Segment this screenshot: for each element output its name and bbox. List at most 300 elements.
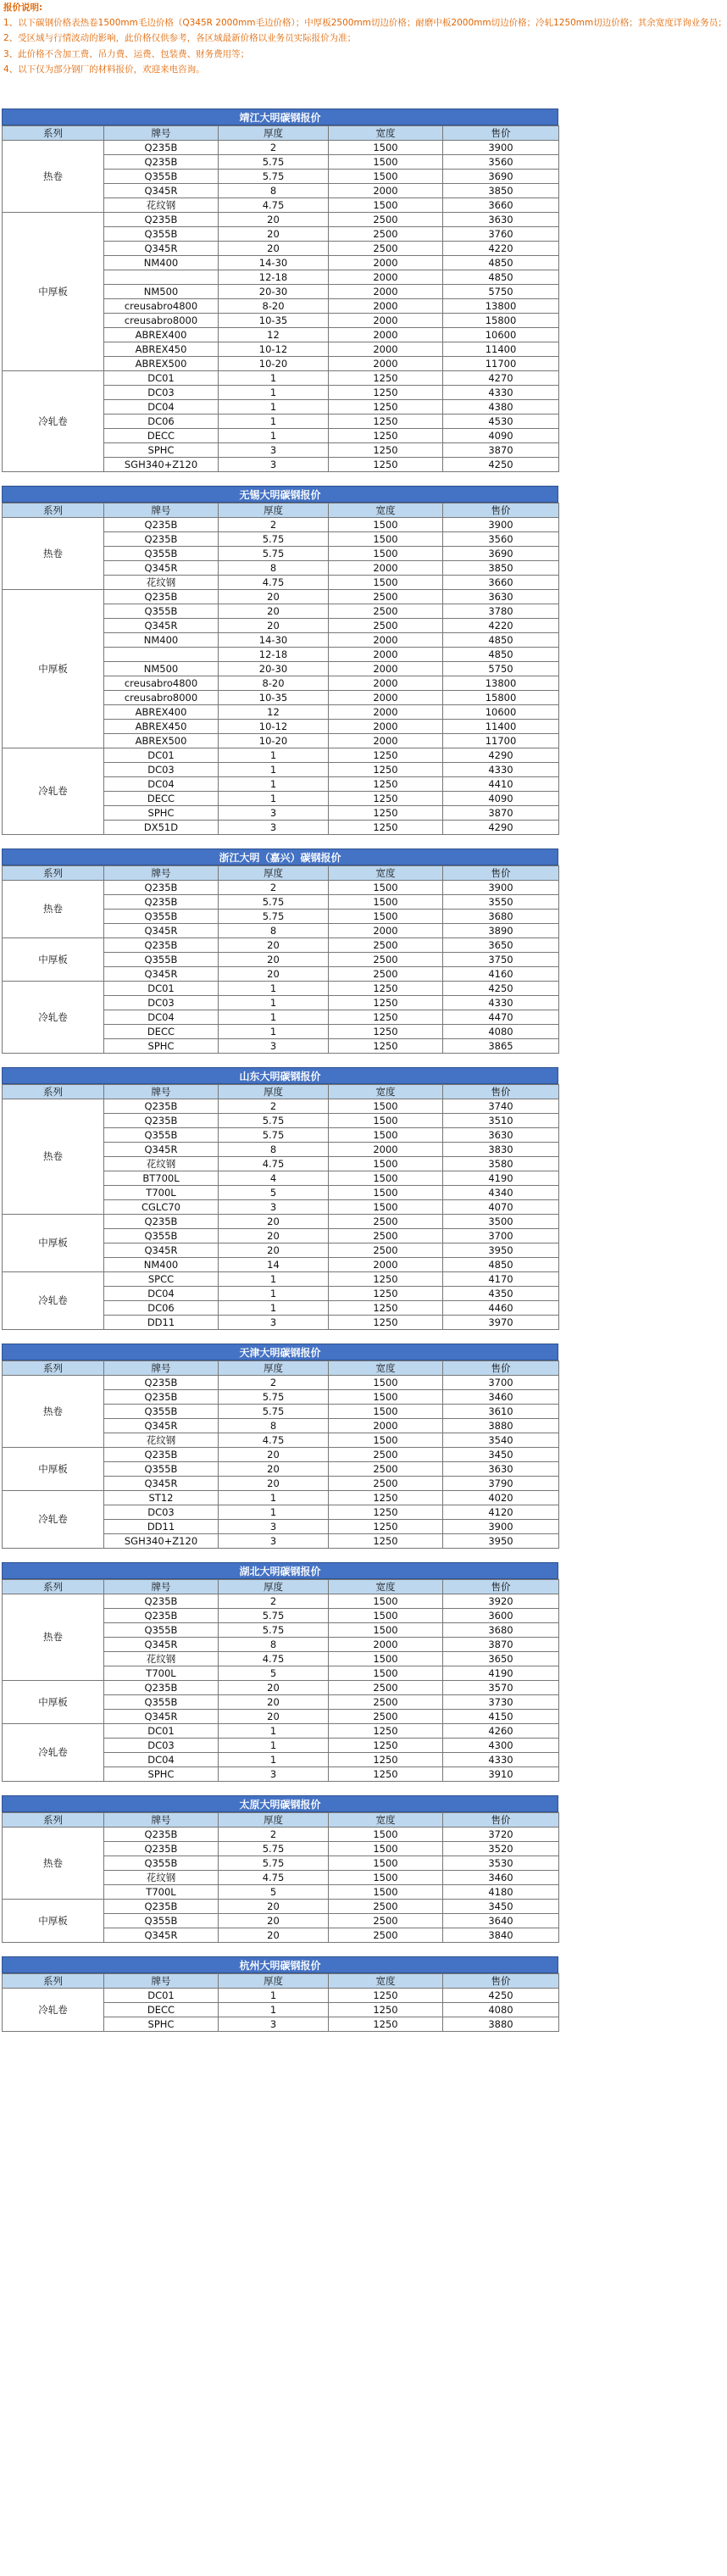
thickness-cell: 20 [219, 604, 329, 619]
price-cell: 3850 [443, 184, 559, 198]
thickness-cell: 3 [219, 1316, 329, 1330]
thickness-cell: 20 [219, 1928, 329, 1943]
thickness-cell: 3 [219, 2017, 329, 2032]
thickness-cell: 1 [219, 2003, 329, 2017]
width-cell: 2000 [329, 328, 443, 342]
grade-cell: Q345R [104, 1928, 219, 1943]
series-cell: 热卷 [3, 1376, 104, 1448]
grade-cell: Q355B [104, 1405, 219, 1419]
price-cell: 4080 [443, 1025, 559, 1039]
width-cell: 2500 [329, 1448, 443, 1462]
thickness-cell: 10-20 [219, 357, 329, 371]
thickness-cell: 14 [219, 1258, 329, 1272]
width-cell: 2500 [329, 967, 443, 982]
price-cell: 3950 [443, 1243, 559, 1258]
grade-cell: creusabro8000 [104, 691, 219, 705]
thickness-cell: 8-20 [219, 299, 329, 314]
price-cell: 3600 [443, 1609, 559, 1623]
price-section [0, 1067, 560, 1330]
column-header: 宽度 [329, 1974, 443, 1989]
price-cell: 3870 [443, 443, 559, 458]
width-cell: 1250 [329, 1301, 443, 1316]
width-cell: 1250 [329, 1753, 443, 1767]
thickness-cell: 1 [219, 1301, 329, 1316]
grade-cell: Q235B [104, 1215, 219, 1229]
price-notes [0, 0, 727, 108]
width-cell: 1500 [329, 198, 443, 213]
price-cell: 4470 [443, 1010, 559, 1025]
grade-cell: Q235B [104, 141, 219, 155]
price-cell: 3680 [443, 910, 559, 924]
price-cell: 3630 [443, 1462, 559, 1477]
price-cell: 3730 [443, 1695, 559, 1710]
table-row [3, 590, 559, 604]
series-cell: 冷轧卷 [3, 1491, 104, 1549]
thickness-cell: 5.75 [219, 1114, 329, 1128]
width-cell: 2000 [329, 270, 443, 285]
width-cell: 1250 [329, 1767, 443, 1782]
column-header: 宽度 [329, 1085, 443, 1099]
width-cell: 1250 [329, 996, 443, 1010]
thickness-cell: 1 [219, 792, 329, 806]
thickness-cell: 5.75 [219, 1390, 329, 1405]
table-row [3, 748, 559, 763]
grade-cell: Q235B [104, 1681, 219, 1695]
width-cell: 1250 [329, 1505, 443, 1520]
series-cell: 热卷 [3, 881, 104, 938]
width-cell: 2000 [329, 691, 443, 705]
thickness-cell: 1 [219, 996, 329, 1010]
thickness-cell: 1 [219, 1724, 329, 1739]
width-cell: 2500 [329, 1477, 443, 1491]
width-cell: 2000 [329, 1419, 443, 1433]
price-sections [0, 108, 560, 2032]
width-cell: 2000 [329, 1638, 443, 1652]
grade-cell: 花纹钢 [104, 1157, 219, 1171]
column-header: 售价 [443, 504, 559, 518]
width-cell: 1500 [329, 1623, 443, 1638]
width-cell: 1250 [329, 1039, 443, 1054]
table-row [3, 1594, 559, 1609]
price-cell: 10600 [443, 328, 559, 342]
series-cell: 中厚板 [3, 938, 104, 982]
thickness-cell: 8 [219, 924, 329, 938]
width-cell: 2000 [329, 633, 443, 648]
thickness-cell: 5.75 [219, 1842, 329, 1856]
thickness-cell: 5.75 [219, 547, 329, 561]
series-cell: 热卷 [3, 1594, 104, 1681]
price-cell: 3560 [443, 155, 559, 170]
price-cell: 3580 [443, 1157, 559, 1171]
thickness-cell: 2 [219, 1376, 329, 1390]
price-cell: 4380 [443, 400, 559, 414]
thickness-cell: 20 [219, 1695, 329, 1710]
grade-cell: SPCC [104, 1272, 219, 1287]
price-cell: 4190 [443, 1171, 559, 1186]
thickness-cell: 20 [219, 1914, 329, 1928]
column-header: 系列 [3, 1085, 104, 1099]
price-section [0, 1344, 560, 1549]
price-cell: 3690 [443, 547, 559, 561]
section-title: 浙江大明（嘉兴）碳钢报价 [2, 848, 558, 865]
price-cell: 4080 [443, 2003, 559, 2017]
price-section [0, 108, 560, 472]
grade-cell: DC04 [104, 1753, 219, 1767]
grade-cell: NM400 [104, 256, 219, 270]
price-cell: 3880 [443, 1419, 559, 1433]
grade-cell: DC04 [104, 1287, 219, 1301]
thickness-cell: 3 [219, 821, 329, 835]
width-cell: 1250 [329, 1989, 443, 2003]
width-cell: 1250 [329, 1025, 443, 1039]
section-gap [0, 835, 560, 848]
thickness-cell: 20-30 [219, 662, 329, 676]
price-cell: 4340 [443, 1186, 559, 1200]
width-cell: 1250 [329, 2017, 443, 2032]
grade-cell: 花纹钢 [104, 1871, 219, 1885]
width-cell: 1500 [329, 1157, 443, 1171]
column-header: 厚度 [219, 504, 329, 518]
grade-cell: DC03 [104, 1505, 219, 1520]
price-cell: 3900 [443, 881, 559, 895]
grade-cell: ST12 [104, 1491, 219, 1505]
width-cell: 1500 [329, 881, 443, 895]
price-cell: 3640 [443, 1914, 559, 1928]
width-cell: 2500 [329, 938, 443, 953]
price-cell: 11400 [443, 720, 559, 734]
thickness-cell: 12 [219, 705, 329, 720]
width-cell: 1250 [329, 2003, 443, 2017]
grade-cell: DECC [104, 429, 219, 443]
price-section [0, 848, 560, 1054]
thickness-cell: 14-30 [219, 256, 329, 270]
grade-cell: Q345R [104, 1243, 219, 1258]
series-cell: 中厚板 [3, 1448, 104, 1491]
grade-cell: ABREX500 [104, 357, 219, 371]
thickness-cell: 1 [219, 371, 329, 386]
grade-cell: ABREX400 [104, 705, 219, 720]
thickness-cell: 4.75 [219, 198, 329, 213]
grade-cell: Q235B [104, 1842, 219, 1856]
series-cell: 中厚板 [3, 1900, 104, 1943]
price-cell: 4330 [443, 763, 559, 777]
width-cell: 1250 [329, 458, 443, 472]
width-cell: 2500 [329, 1710, 443, 1724]
column-header: 牌号 [104, 1085, 219, 1099]
width-cell: 1500 [329, 1114, 443, 1128]
price-section [0, 486, 560, 835]
width-cell: 2500 [329, 1928, 443, 1943]
width-cell: 1500 [329, 1128, 443, 1143]
grade-cell: Q345R [104, 924, 219, 938]
price-cell: 3700 [443, 1376, 559, 1390]
price-cell: 3790 [443, 1477, 559, 1491]
width-cell: 1500 [329, 910, 443, 924]
grade-cell: Q355B [104, 1128, 219, 1143]
section-gap [0, 1549, 560, 1562]
column-header: 厚度 [219, 1361, 329, 1376]
width-cell: 1500 [329, 1885, 443, 1900]
price-cell: 4170 [443, 1272, 559, 1287]
price-cell: 3680 [443, 1623, 559, 1638]
grade-cell [104, 270, 219, 285]
thickness-cell: 8 [219, 1638, 329, 1652]
thickness-cell: 4.75 [219, 1157, 329, 1171]
grade-cell: Q345R [104, 619, 219, 633]
width-cell: 1250 [329, 1520, 443, 1534]
price-cell: 3570 [443, 1681, 559, 1695]
thickness-cell: 2 [219, 518, 329, 532]
price-cell: 4160 [443, 967, 559, 982]
thickness-cell: 1 [219, 1010, 329, 1025]
width-cell: 1500 [329, 1433, 443, 1448]
price-cell: 3740 [443, 1099, 559, 1114]
series-cell: 热卷 [3, 518, 104, 590]
width-cell: 1500 [329, 895, 443, 910]
column-header: 宽度 [329, 866, 443, 881]
column-header: 厚度 [219, 1085, 329, 1099]
grade-cell: SPHC [104, 1767, 219, 1782]
series-cell: 中厚板 [3, 590, 104, 748]
grade-cell: Q235B [104, 1099, 219, 1114]
grade-cell: T700L [104, 1885, 219, 1900]
price-cell: 10600 [443, 705, 559, 720]
price-cell: 3970 [443, 1316, 559, 1330]
width-cell: 2500 [329, 1243, 443, 1258]
price-cell: 3660 [443, 198, 559, 213]
thickness-cell: 2 [219, 141, 329, 155]
price-cell: 4250 [443, 458, 559, 472]
section-title: 太原大明碳钢报价 [2, 1795, 558, 1812]
thickness-cell: 1 [219, 1025, 329, 1039]
notes-heading: 报价说明: [3, 3, 43, 13]
width-cell: 2500 [329, 1229, 443, 1243]
price-cell: 3630 [443, 590, 559, 604]
section-title: 湖北大明碳钢报价 [2, 1562, 558, 1579]
price-cell: 4220 [443, 242, 559, 256]
grade-cell: Q235B [104, 155, 219, 170]
thickness-cell: 20 [219, 1900, 329, 1914]
price-cell: 5750 [443, 285, 559, 299]
grade-cell: Q235B [104, 213, 219, 227]
section-title: 靖江大明碳钢报价 [2, 108, 558, 125]
column-header: 售价 [443, 126, 559, 141]
grade-cell: Q355B [104, 1462, 219, 1477]
grade-cell: Q235B [104, 518, 219, 532]
grade-cell: Q235B [104, 1609, 219, 1623]
width-cell: 1250 [329, 1316, 443, 1330]
width-cell: 1500 [329, 1200, 443, 1215]
thickness-cell: 5.75 [219, 155, 329, 170]
grade-cell: DC03 [104, 763, 219, 777]
price-cell: 3650 [443, 938, 559, 953]
width-cell: 1500 [329, 1390, 443, 1405]
width-cell: 2000 [329, 342, 443, 357]
thickness-cell: 20 [219, 1243, 329, 1258]
thickness-cell: 20 [219, 1448, 329, 1462]
width-cell: 2500 [329, 619, 443, 633]
grade-cell: NM400 [104, 1258, 219, 1272]
table-row [3, 1272, 559, 1287]
table-row [3, 1681, 559, 1695]
width-cell: 1500 [329, 1594, 443, 1609]
width-cell: 2500 [329, 1900, 443, 1914]
series-cell: 热卷 [3, 1828, 104, 1900]
grade-cell: Q355B [104, 227, 219, 242]
grade-cell: DD11 [104, 1520, 219, 1534]
price-cell: 15800 [443, 691, 559, 705]
width-cell: 1250 [329, 1739, 443, 1753]
column-header: 系列 [3, 126, 104, 141]
thickness-cell: 8-20 [219, 676, 329, 691]
price-cell: 3900 [443, 1520, 559, 1534]
price-cell: 4530 [443, 414, 559, 429]
price-cell: 3500 [443, 1215, 559, 1229]
price-cell: 3910 [443, 1767, 559, 1782]
grade-cell: DC01 [104, 1989, 219, 2003]
price-cell: 4330 [443, 386, 559, 400]
price-table [2, 1812, 559, 1943]
thickness-cell: 1 [219, 414, 329, 429]
width-cell: 1500 [329, 1871, 443, 1885]
thickness-cell: 1 [219, 1753, 329, 1767]
thickness-cell: 1 [219, 1739, 329, 1753]
column-header: 系列 [3, 1361, 104, 1376]
table-row [3, 1215, 559, 1229]
width-cell: 1250 [329, 1287, 443, 1301]
price-cell: 4150 [443, 1710, 559, 1724]
column-header: 牌号 [104, 1580, 219, 1594]
width-cell: 2500 [329, 1215, 443, 1229]
price-cell: 15800 [443, 314, 559, 328]
series-cell: 冷轧卷 [3, 982, 104, 1054]
grade-cell: Q355B [104, 547, 219, 561]
price-cell: 4300 [443, 1739, 559, 1753]
grade-cell: ABREX500 [104, 734, 219, 748]
grade-cell: CGLC70 [104, 1200, 219, 1215]
thickness-cell: 20 [219, 227, 329, 242]
thickness-cell: 20 [219, 1710, 329, 1724]
column-header: 厚度 [219, 1974, 329, 1989]
thickness-cell: 1 [219, 386, 329, 400]
width-cell: 1500 [329, 1376, 443, 1390]
grade-cell: Q345R [104, 1710, 219, 1724]
price-cell: 3700 [443, 1229, 559, 1243]
thickness-cell: 1 [219, 1287, 329, 1301]
price-table [2, 1579, 559, 1782]
width-cell: 1250 [329, 386, 443, 400]
thickness-cell: 1 [219, 1505, 329, 1520]
width-cell: 1500 [329, 1828, 443, 1842]
section-title: 无锡大明碳钢报价 [2, 486, 558, 503]
grade-cell: DC03 [104, 386, 219, 400]
price-cell: 3850 [443, 561, 559, 576]
table-header-row [3, 126, 559, 141]
width-cell: 1250 [329, 1272, 443, 1287]
grade-cell: DC04 [104, 400, 219, 414]
column-header: 系列 [3, 1813, 104, 1828]
width-cell: 1250 [329, 1724, 443, 1739]
price-cell: 13800 [443, 299, 559, 314]
thickness-cell: 1 [219, 1272, 329, 1287]
thickness-cell: 20 [219, 242, 329, 256]
width-cell: 2000 [329, 184, 443, 198]
thickness-cell: 10-12 [219, 720, 329, 734]
width-cell: 1500 [329, 1099, 443, 1114]
grade-cell: Q235B [104, 895, 219, 910]
price-cell: 4290 [443, 821, 559, 835]
width-cell: 2000 [329, 299, 443, 314]
price-cell: 11400 [443, 342, 559, 357]
thickness-cell: 1 [219, 748, 329, 763]
thickness-cell: 5.75 [219, 1128, 329, 1143]
thickness-cell: 8 [219, 184, 329, 198]
grade-cell: Q235B [104, 1900, 219, 1914]
grade-cell: Q355B [104, 1856, 219, 1871]
price-cell: 4260 [443, 1724, 559, 1739]
price-table [2, 865, 559, 1054]
column-header: 厚度 [219, 866, 329, 881]
price-cell: 3830 [443, 1143, 559, 1157]
thickness-cell: 12-18 [219, 648, 329, 662]
price-table [2, 1360, 559, 1549]
grade-cell: 花纹钢 [104, 1433, 219, 1448]
thickness-cell: 20 [219, 967, 329, 982]
grade-cell: DC01 [104, 982, 219, 996]
column-header: 系列 [3, 1974, 104, 1989]
width-cell: 1250 [329, 1534, 443, 1549]
price-cell: 3890 [443, 924, 559, 938]
thickness-cell: 12 [219, 328, 329, 342]
series-cell: 冷轧卷 [3, 1272, 104, 1330]
price-cell: 3900 [443, 141, 559, 155]
thickness-cell: 20 [219, 1215, 329, 1229]
grade-cell: Q235B [104, 590, 219, 604]
table-row [3, 938, 559, 953]
width-cell: 2500 [329, 242, 443, 256]
section-gap [0, 1054, 560, 1067]
width-cell: 1250 [329, 371, 443, 386]
width-cell: 2500 [329, 1914, 443, 1928]
price-cell: 4330 [443, 996, 559, 1010]
thickness-cell: 20 [219, 213, 329, 227]
width-cell: 1250 [329, 1491, 443, 1505]
width-cell: 1500 [329, 532, 443, 547]
price-cell: 4020 [443, 1491, 559, 1505]
thickness-cell: 20 [219, 953, 329, 967]
price-cell: 3460 [443, 1390, 559, 1405]
width-cell: 2500 [329, 590, 443, 604]
price-cell: 4220 [443, 619, 559, 633]
grade-cell: T700L [104, 1186, 219, 1200]
price-cell: 3950 [443, 1534, 559, 1549]
grade-cell: Q355B [104, 1229, 219, 1243]
grade-cell: DECC [104, 1025, 219, 1039]
grade-cell: 花纹钢 [104, 1652, 219, 1666]
thickness-cell: 5.75 [219, 532, 329, 547]
width-cell: 2500 [329, 1695, 443, 1710]
grade-cell: Q235B [104, 1376, 219, 1390]
grade-cell: Q345R [104, 242, 219, 256]
width-cell: 2000 [329, 734, 443, 748]
width-cell: 2000 [329, 720, 443, 734]
width-cell: 1250 [329, 429, 443, 443]
grade-cell: Q345R [104, 561, 219, 576]
grade-cell: Q235B [104, 1114, 219, 1128]
price-cell: 3900 [443, 518, 559, 532]
thickness-cell: 8 [219, 1419, 329, 1433]
series-cell: 热卷 [3, 141, 104, 213]
